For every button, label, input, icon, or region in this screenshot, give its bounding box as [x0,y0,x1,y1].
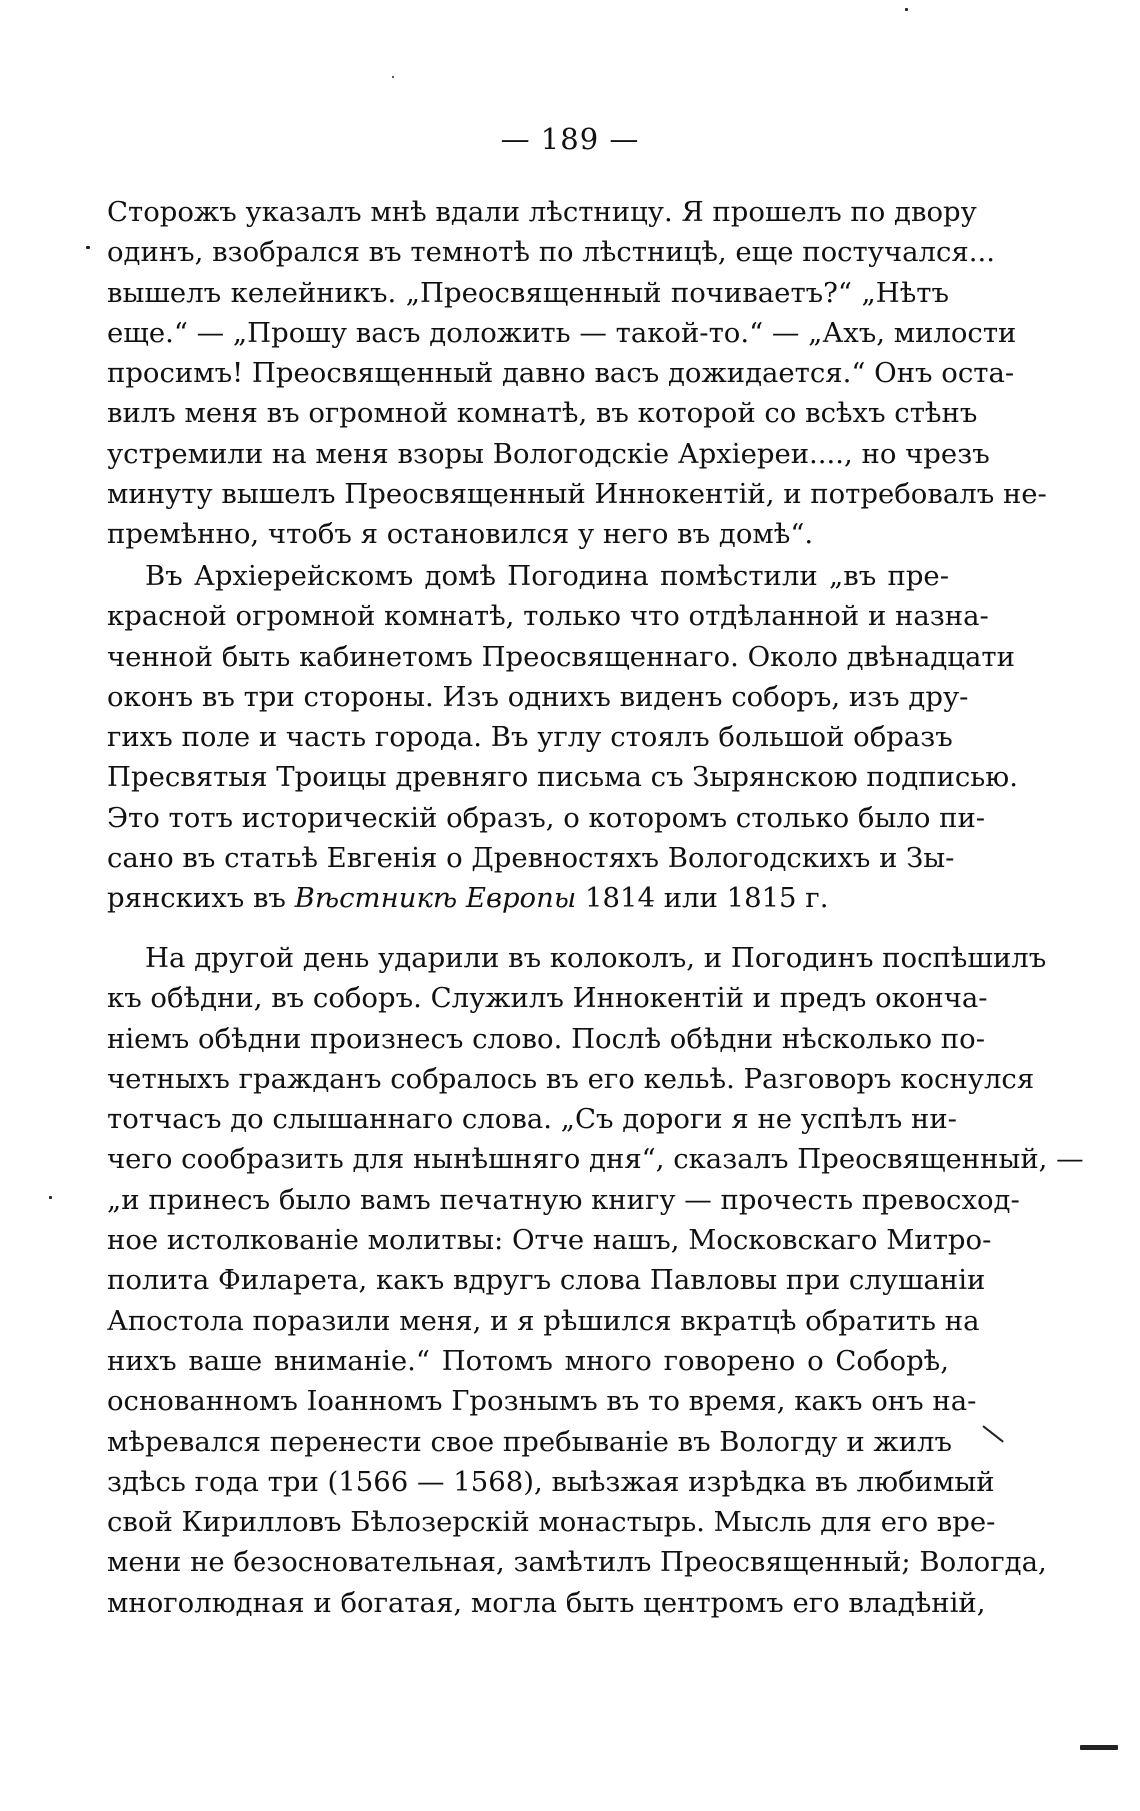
text-line: многолюдная и богатая, могла быть центромъ его владѣній, [107,1586,986,1619]
text-line: Это тотъ историческій образъ, о которомъ столько было пи- [107,801,986,834]
text-line: Сторожъ указалъ мнѣ вдали лѣстницу. Я прошелъ по двору [107,196,977,228]
text-line: нихъ ваше вниманіе.“ Потомъ много говорено о Соборѣ, [107,1344,949,1377]
text-line: ное истолкованіе молитвы: Отче нашъ, Московскаго Митро- [107,1224,992,1257]
text-line: тотчасъ до слышаннаго слова. „Съ дороги я не успѣлъ ни- [107,1103,957,1136]
text-line: здѣсь года три (1566 — 1568), выѣзжая изрѣдка въ любимый [107,1465,995,1498]
scan-speck [392,76,394,78]
scan-speck [86,246,90,249]
text-line: оконъ въ три стороны. Изъ однихъ виденъ соборъ, изъ дру- [107,680,969,713]
text-line: чего сообразить для нынѣшняго дня“, сказалъ Преосвященный, — [107,1143,1084,1176]
text-line: свой Кирилловъ Бѣлозерскій монастырь. Мысль для его вре- [107,1506,996,1539]
text-line: еще.“ — „Прошу васъ доложить — такой-то.“ — „Ахъ, милости [107,316,1017,349]
page-number: — 189 — [500,122,640,156]
text-line: вышелъ келейникъ. „Преосвященный почиваетъ?“ „Нѣтъ [107,276,949,309]
text-line: „и принесъ было вамъ печатную книгу — прочесть превосход- [107,1183,1020,1216]
text-line: На другой день ударили въ колоколъ, и Погодинъ поспѣшилъ [145,942,1047,974]
text-line: Въ Архіерейскомъ домѣ Погодина помѣстили „въ пре- [145,560,949,592]
text-line [107,878,949,918]
text-line: одинъ, взобрался въ темнотѣ по лѣстницѣ, еще постучался... [107,236,995,269]
text-line: минуту вышелъ Преосвященный Иннокентій, и потребовалъ не- [107,478,1047,511]
text-line: четныхъ гражданъ собралось въ его кельѣ. Разговоръ коснулся [107,1062,1035,1095]
text-line: сано въ статьѣ Евгенія о Древностяхъ Вологодскихъ и Зы- [107,842,955,875]
scan-speck [905,8,908,11]
text-line: устремили на меня взоры Вологодскіе Архіереи...., но чрезъ [107,437,990,470]
text-line: основанномъ Іоанномъ Грознымъ въ то время, какъ онъ на- [107,1385,977,1418]
text-line: къ обѣдни, въ соборъ. Служилъ Иннокентій и предъ оконча- [107,982,988,1015]
text-line: ченной быть кабинетомъ Преосвященнаго. Около двѣнадцати [107,640,1015,673]
text-line: ніемъ обѣдни произнесъ слово. Послѣ обѣдни нѣсколько по- [107,1022,985,1055]
text-segment: рянскихъ въ [107,882,295,915]
text-line: вилъ меня въ огромной комнатѣ, въ которой со всѣхъ стѣнъ [107,397,978,430]
text-line: мени не безосновательная, замѣтилъ Преосвященный; Вологда, [107,1546,1047,1579]
text-line: гихъ поле и часть города. Въ углу стоялъ большой образъ [107,721,953,754]
paragraph-3 [107,938,1084,1623]
text-line: Пресвятыя Троицы древняго письма съ Зырянскою подписью. [107,761,1018,794]
text-line: полита Филарета, какъ вдругъ слова Павловы при слушаніи [107,1264,986,1297]
paragraph-2 [107,556,1018,919]
text-line: Апостола поразили меня, и я рѣшился вкратцѣ обратить на [107,1304,980,1337]
text-line: мѣревался перенести свое пребываніе въ Вологду и жилъ [107,1425,953,1458]
scan-speck [49,1196,52,1199]
scan-stroke [983,1425,1004,1442]
text-line: красной огромной комнатѣ, только что отдѣланной и назна- [107,600,989,633]
paragraph-1 [107,192,1047,555]
text-segment: 1814 или 1815 г. [576,882,829,915]
scan-edge-mark [1080,1745,1118,1750]
text-line: премѣнно, чтобъ я остановился у него въ домѣ“. [107,518,814,551]
journal-title: Вѣстникѣ Европы [294,882,577,915]
text-line: просимъ! Преосвященный давно васъ дожидается.“ Онъ оста- [107,357,1015,390]
